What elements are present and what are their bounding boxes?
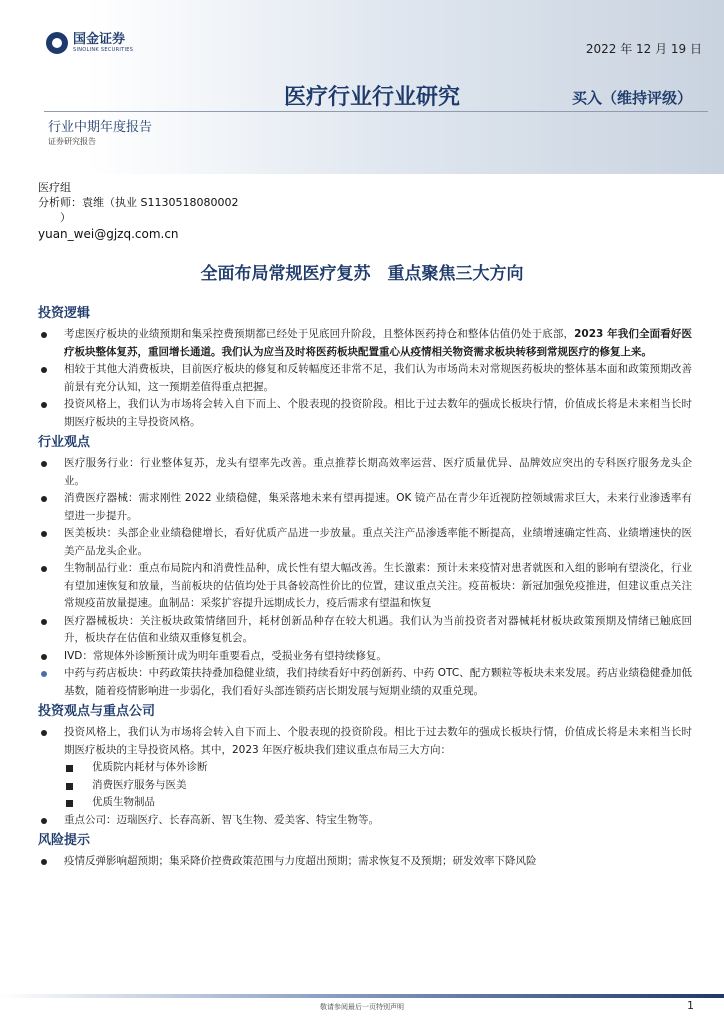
- advice-subitem: [38, 777, 692, 795]
- analyst-name-end: ）: [60, 211, 71, 224]
- bullet-icon: [41, 367, 47, 373]
- risk-item-text: 疫情反弹影响超预期；集采降价控费政策范围与力度超出预期；需求恢复不及预期；研发效率下降风险: [64, 855, 537, 867]
- bullet-icon: [41, 671, 47, 677]
- analyst-name: 分析师：袁维（执业 S1130518080002: [38, 196, 239, 209]
- logic-item-3: [38, 396, 692, 431]
- footer-divider: [0, 994, 724, 998]
- advice-subitem: [38, 759, 692, 777]
- bullet-icon: [41, 818, 47, 824]
- bullet-icon: [41, 531, 47, 537]
- report-header: [0, 0, 724, 174]
- section-title-logic: 投资逻辑: [38, 306, 91, 321]
- bullet-icon: [41, 332, 47, 338]
- report-subtype: 证券研究报告: [48, 137, 96, 146]
- advice-item-2-text: 重点公司：迈瑞医疗、长春高新、智飞生物、爱美客、特宝生物等。: [64, 813, 379, 826]
- view-item: [38, 490, 692, 525]
- advice-item-1: [38, 724, 692, 759]
- view-item: [38, 455, 692, 490]
- view-item-text: 生物制品行业：重点布局院内和消费性品种，成长性有望大幅改善。生长激素：预计未来疫情对患者就医和入组的影响有望淡化，行业有望加速恢复和放量，当前板块的估值均处于具备较高性价比的位置，建议重点关注。疫苗板块：新冠加强免疫推进，但建议重点关注常规疫苗放量提速。血制品：采浆扩容提升远期成长力，疫后需求有望温和恢复: [64, 562, 692, 609]
- section-title-views: 行业观点: [38, 435, 91, 450]
- bullet-icon: [41, 654, 47, 660]
- section-title-advice: 投资观点与重点公司: [38, 704, 156, 719]
- logic-item-2-text: 相较于其他大消费板块，目前医疗板块的修复和反转幅度还非常不足，我们认为市场尚未对常规医药板块的整体基本面和政策预期改善前景有充分认知，这一预期差值得重点把握。: [64, 363, 692, 393]
- report-body: [38, 302, 692, 871]
- view-item: [38, 525, 692, 560]
- advice-subitem: [38, 794, 692, 812]
- bullet-icon: [41, 619, 47, 625]
- square-bullet-icon: [66, 783, 73, 790]
- advice-subitem-text: 优质生物制品: [92, 796, 155, 808]
- title-divider: [44, 111, 708, 112]
- industry-title: 医疗行业行业研究: [284, 85, 461, 110]
- view-item: [38, 648, 692, 666]
- logic-item-2: [38, 361, 692, 396]
- view-item-text: IVD：常规体外诊断预计成为明年重要看点，受损业务有望持续修复。: [64, 649, 387, 662]
- view-item-text: 消费医疗器械：需求刚性 2022 业绩稳健，集采落地未来有望再提速。OK 镜产品在青少年近视防控领域需求巨大，未来行业渗透率有望进一步提升。: [64, 492, 692, 522]
- company-logo: [46, 32, 133, 54]
- logic-item-1-text: 考虑医疗板块的业绩预期和集采控费预期都已经处于见底回升阶段，且整体医药持仓和整体估值仍处于底部，: [64, 328, 575, 340]
- report-date: 2022 年 12 月 19 日: [585, 42, 702, 56]
- bullet-icon: [41, 859, 47, 865]
- logic-item-3-text: 投资风格上，我们认为市场将会转入自下而上、个股表现的投资阶段。相比于过去数年的强成长板块行情，价值成长将是未来相当长时期医疗板块的主导投资风格。: [64, 398, 692, 428]
- rating-label: 买入（维持评级）: [572, 89, 693, 107]
- analyst-group: 医疗组: [38, 181, 71, 194]
- advice-subitem-text: 优质院内耗材与体外诊断: [92, 761, 208, 773]
- advice-subitem-text: 消费医疗服务与医美: [92, 778, 187, 791]
- footer-disclaimer: 敬请参阅最后一页特别声明: [320, 1003, 404, 1011]
- report-type: 行业中期年度报告: [48, 120, 153, 135]
- view-item-text: 医疗服务行业：行业整体复苏，龙头有望率先改善。重点推荐长期高效率运营、医疗质量优异、品牌效应突出的专科医疗服务龙头企业。: [64, 457, 692, 487]
- bullet-icon: [41, 566, 47, 572]
- logic-item-1-bold: 2023 年我们全面看好医疗板块整体复苏，重回增长通道。我们认为应当及时将医药板块配置重心从疫情相关物资需求板块转移到常规医疗的修复上来。: [64, 328, 692, 358]
- view-item: [38, 613, 692, 648]
- logo-cn-text: 国金证券: [73, 31, 126, 47]
- view-item: [38, 560, 692, 613]
- report-title: 全面布局常规医疗复苏 重点聚焦三大方向: [200, 264, 524, 284]
- bullet-icon: [41, 402, 47, 408]
- square-bullet-icon: [66, 800, 73, 807]
- page-number: 1: [687, 999, 694, 1012]
- view-item-text: 医疗器械板块：关注板块政策情绪回升，耗材创新品种存在较大机遇。我们认为当前投资者对器械耗材板块政策预期及情绪已触底回升，板块存在估值和业绩双重修复机会。: [64, 614, 692, 644]
- logo-en-text: SINOLINK SECURITIES: [73, 46, 134, 53]
- view-item-text: 医美板块：头部企业业绩稳健增长，看好优质产品进一步放量。重点关注产品渗透率能不断提高，业绩增速确定性高、业绩增速快的医美产品龙头企业。: [64, 527, 692, 557]
- bullet-icon: [41, 496, 47, 502]
- section-title-risk: 风险提示: [38, 833, 91, 848]
- advice-item-1-text: 投资风格上，我们认为市场将会转入自下而上、个股表现的投资阶段。相比于过去数年的强成长板块行情，价值成长将是未来相当长时期医疗板块的主导投资风格。其中，2023 年医疗板块我们建议重点布局三大方向：: [64, 726, 692, 756]
- view-item: [38, 665, 692, 700]
- sinolink-logo-icon: [46, 32, 68, 54]
- logic-item-1: [38, 326, 692, 361]
- bullet-icon: [41, 461, 47, 467]
- bullet-icon: [41, 730, 47, 736]
- risk-item: [38, 853, 692, 871]
- view-item-text: 中药与药店板块：中药政策扶持叠加稳健业绩，我们持续看好中药创新药、中药 OTC、配方颗粒等板块未来发展。药店业绩稳健叠加低基数，随着疫情影响进一步弱化，我们看好头部连锁药店长期发展与短期业绩的双重兑现。: [64, 667, 692, 697]
- analyst-email[interactable]: yuan_wei@gjzq.com.cn: [38, 227, 179, 241]
- square-bullet-icon: [66, 765, 73, 772]
- analyst-info: [38, 180, 238, 242]
- advice-item-2: [38, 812, 692, 830]
